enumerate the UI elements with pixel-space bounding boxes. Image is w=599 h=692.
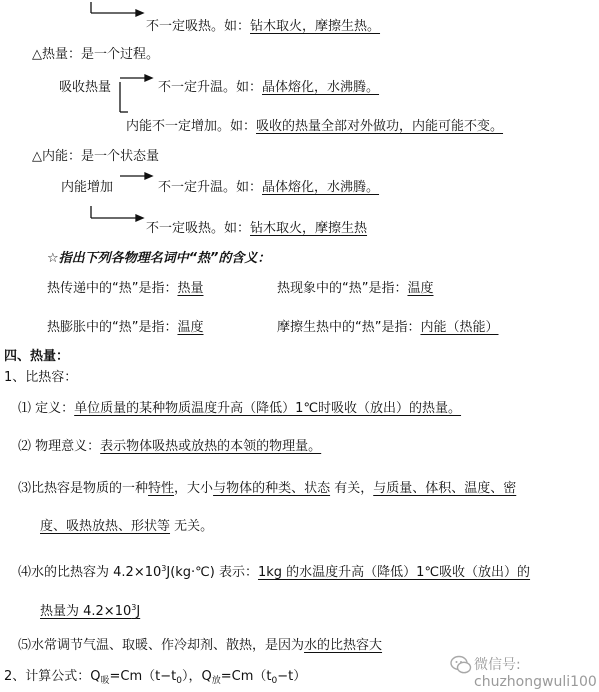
water-text: 水的比热容为 4.2×10 — [31, 565, 162, 580]
formula-line — [4, 669, 306, 689]
item-number: ⑶ — [18, 481, 32, 496]
water-use-reason: 水的比热容大 — [304, 638, 383, 653]
meaning-label: 热膨胀中的“热”是指： — [47, 320, 178, 335]
formula-text: −t） — [277, 669, 307, 684]
meaning-answer: 温度 — [177, 320, 204, 335]
exponent: 3 — [131, 603, 137, 612]
property-text: 比热容是物质的一种 — [31, 481, 149, 496]
meaning-item — [47, 281, 204, 297]
energy-temp-line — [158, 180, 379, 196]
absorb-label: 吸收热量 — [59, 80, 112, 95]
meaning-answer: 温度 — [407, 281, 434, 296]
energy-heading: △内能：是一个状态量 — [32, 149, 159, 164]
meaning-title: ☆指出下列各物理名词中“热”的含义： — [47, 251, 271, 266]
item-number: ⑴ — [18, 401, 32, 416]
formula-text: =Cm（t — [220, 669, 272, 684]
water-meaning: 热量为 4.2×10 — [40, 604, 132, 619]
definition-line — [18, 401, 461, 417]
water-text: J(kg·℃) 表示： — [166, 565, 258, 580]
item-number: ⑷ — [18, 565, 32, 580]
section-title: 四、热量： — [4, 349, 70, 364]
property-text: 无关。 — [170, 519, 214, 534]
meaning-answer: 热量 — [177, 281, 204, 296]
meaning-physics-line — [18, 439, 321, 455]
formula-subscript: 0 — [271, 676, 278, 686]
water-meaning: 1kg 的水温度升高（降低）1℃吸收（放出）的 — [257, 565, 531, 580]
energy-heat-text: 不一定吸热。如： — [146, 221, 251, 236]
branch-top-text: 不一定吸热。如： — [146, 19, 251, 34]
item-number: ⑸ — [18, 638, 32, 653]
meaning-label: 热现象中的“热”是指： — [277, 281, 408, 296]
energy-temp-example: 晶体熔化，水沸腾。 — [262, 180, 380, 195]
formula-subscript: 0 — [176, 676, 182, 686]
water-line — [18, 561, 530, 581]
property-text: 有关， — [330, 481, 374, 496]
formula-subscript: 放 — [211, 676, 221, 686]
item-number: ⑵ — [18, 439, 32, 454]
heat-energy-example: 吸收的热量全部对外做功，内能可能不变。 — [256, 119, 504, 134]
meaning-item — [47, 320, 204, 336]
meaning-label: 摩擦生热中的“热”是指： — [277, 320, 421, 335]
exponent: 3 — [161, 564, 167, 573]
heat-energy-text: 内能不一定增加。如： — [126, 119, 257, 134]
property-line — [18, 481, 516, 497]
formula-text: ），Q — [182, 669, 212, 684]
heat-temp-example: 晶体熔化，水沸腾。 — [262, 80, 380, 95]
branch-top-example: 钻木取火，摩擦生热。 — [250, 19, 381, 34]
heat-temp-line — [158, 80, 379, 96]
watermark: 微信号: chuzhongwuli100 — [474, 657, 597, 690]
meaning-item — [277, 320, 499, 336]
definition-text: 单位质量的某种物质温度升高（降低）1℃时吸收（放出）的热量。 — [74, 401, 462, 416]
formula-subscript: 吸 — [100, 676, 110, 686]
heat-energy-line — [126, 119, 503, 135]
property-text: ，大小 — [174, 481, 214, 496]
heat-temp-text: 不一定升温。如： — [158, 80, 263, 95]
property-keyword: 特性 — [148, 481, 175, 496]
energy-heat-line — [146, 221, 367, 237]
property-unrelated: 度、吸热放热、形状等 — [40, 519, 171, 534]
meaning-label: 热传递中的“热”是指： — [47, 281, 178, 296]
meaning-item — [277, 281, 434, 297]
energy-temp-text: 不一定升温。如： — [158, 180, 263, 195]
item-label: 物理意义： — [35, 439, 101, 454]
water-line-cont — [40, 600, 140, 620]
physics-meaning-text: 表示物体吸热或放热的本领的物理量。 — [100, 439, 322, 454]
water-use-text: 水常调节气温、取暖、作冷却剂、散热，是因为 — [31, 638, 305, 653]
item-label: 定义： — [35, 401, 75, 416]
formula-text: 2、计算公式：Q — [4, 669, 101, 684]
property-line-cont — [40, 519, 213, 535]
section-subtitle: 1、比热容： — [4, 370, 78, 385]
property-related: 与物体的种类、状态 — [213, 481, 331, 496]
property-unrelated: 与质量、体积、温度、密 — [373, 481, 517, 496]
energy-heat-example: 钻木取火，摩擦生热 — [250, 221, 368, 236]
formula-text: =Cm（t−t — [109, 669, 177, 684]
branch-top-line — [146, 19, 380, 35]
wechat-icon — [450, 654, 472, 676]
water-meaning: J — [136, 604, 141, 619]
increase-label: 内能增加 — [61, 180, 114, 195]
heat-heading: △热量：是一个过程。 — [32, 47, 159, 62]
meaning-answer: 内能（热能） — [420, 320, 499, 335]
water-use-line — [18, 638, 382, 654]
